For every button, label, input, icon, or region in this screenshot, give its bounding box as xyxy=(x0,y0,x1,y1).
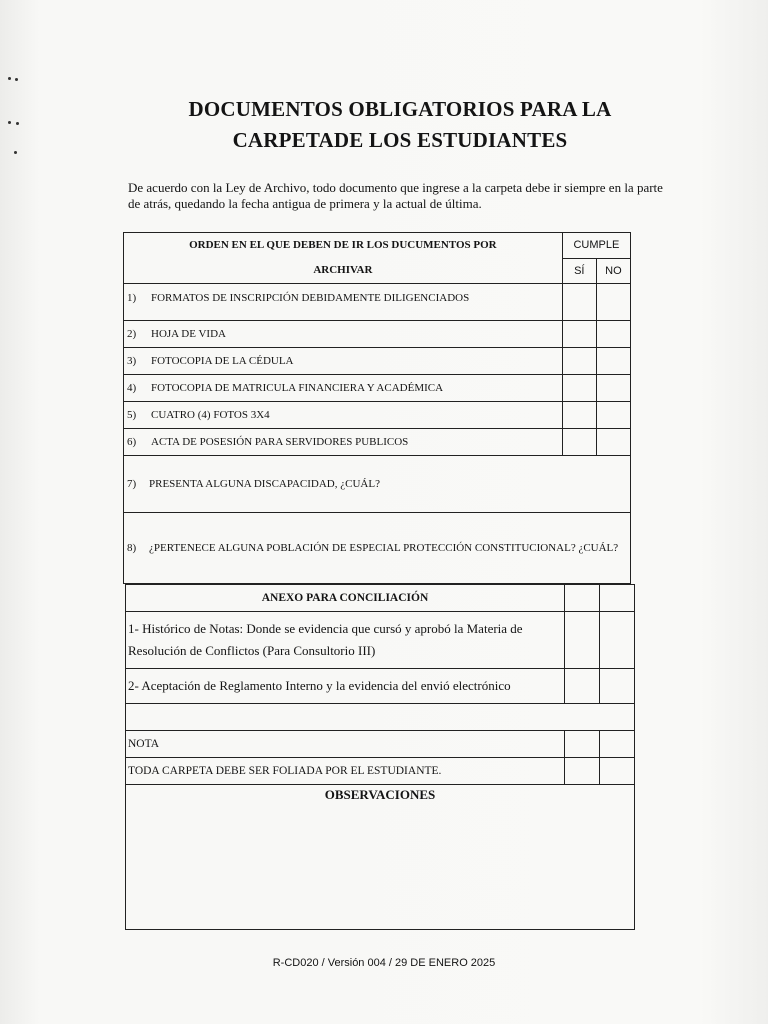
si-checkbox[interactable] xyxy=(562,321,596,348)
table-row xyxy=(126,785,635,930)
annex-title: ANEXO PARA CONCILIACIÓN xyxy=(126,585,565,612)
si-checkbox[interactable] xyxy=(562,375,596,402)
item-cell xyxy=(124,429,563,456)
margin-mark xyxy=(14,151,17,154)
annex-table xyxy=(125,584,635,930)
title-line-1: DOCUMENTOS OBLIGATORIOS PARA LA xyxy=(188,97,612,121)
header-line-2: ARCHIVAR xyxy=(313,264,373,276)
table-row xyxy=(126,704,635,731)
item-cell-wide[interactable] xyxy=(124,513,631,584)
si-checkbox[interactable] xyxy=(565,731,600,758)
item-cell xyxy=(124,348,563,375)
annex-item-1: 1- Histórico de Notas: Donde se evidencia que cursó y aprobó la Materia de Resolución de Conflictos (Para Consultorio III) xyxy=(126,612,565,669)
item-number: 4) xyxy=(127,382,137,394)
item-text: FORMATOS DE INSCRIPCIÓN DEBIDAMENTE DILIGENCIADOS xyxy=(151,292,470,304)
no-checkbox[interactable] xyxy=(596,429,630,456)
table-row xyxy=(126,585,635,612)
item-number: 8) xyxy=(127,541,137,554)
si-header: SÍ xyxy=(562,258,596,284)
intro-paragraph: De acuerdo con la Ley de Archivo, todo documento que ingrese a la carpeta debe ir siempre en la parte de atrás, quedando la fecha antigua de primera y la actual de última. xyxy=(128,180,663,211)
item-text: ¿PERTENECE ALGUNA POBLACIÓN DE ESPECIAL PROTECCIÓN CONSTITUCIONAL? ¿CUÁL? xyxy=(149,541,619,554)
item-text: FOTOCOPIA DE MATRICULA FINANCIERA Y ACADÉMICA xyxy=(151,382,444,394)
table-row xyxy=(124,375,631,402)
observaciones-title: OBSERVACIONES xyxy=(324,787,436,802)
table-row xyxy=(124,429,631,456)
no-checkbox[interactable] xyxy=(600,612,635,669)
table-row xyxy=(126,731,635,758)
annex-item-2: 2- Aceptación de Reglamento Interno y la evidencia del envió electrónico xyxy=(126,669,565,704)
item-text: FOTOCOPIA DE LA CÉDULA xyxy=(151,355,294,367)
item-cell xyxy=(124,375,563,402)
item-cell xyxy=(124,402,563,429)
no-checkbox[interactable] xyxy=(600,669,635,704)
item-text: HOJA DE VIDA xyxy=(151,328,226,340)
si-checkbox[interactable] xyxy=(565,758,600,785)
table-row xyxy=(124,513,631,584)
table-header xyxy=(124,233,563,284)
table-row xyxy=(124,284,631,321)
margin-mark xyxy=(8,121,11,124)
si-checkbox[interactable] xyxy=(565,585,600,612)
table-row xyxy=(126,669,635,704)
no-checkbox[interactable] xyxy=(596,284,630,321)
cumple-header: CUMPLE xyxy=(562,233,630,259)
table-row xyxy=(124,402,631,429)
footer-version: R-CD020 / Versión 004 / 29 DE ENERO 2025 xyxy=(272,957,496,969)
si-checkbox[interactable] xyxy=(562,402,596,429)
item-number: 7) xyxy=(127,477,137,490)
no-checkbox[interactable] xyxy=(596,348,630,375)
no-checkbox[interactable] xyxy=(600,758,635,785)
no-header: NO xyxy=(596,258,630,284)
item-number: 6) xyxy=(127,436,137,448)
si-checkbox[interactable] xyxy=(565,612,600,669)
si-checkbox[interactable] xyxy=(562,284,596,321)
observaciones-box[interactable] xyxy=(126,785,635,930)
foliada-note: TODA CARPETA DEBE SER FOLIADA POR EL ESTUDIANTE. xyxy=(126,758,565,785)
table-row xyxy=(124,456,631,513)
item-number: 1) xyxy=(127,292,137,304)
no-checkbox[interactable] xyxy=(600,731,635,758)
item-cell xyxy=(124,284,563,321)
item-text: ACTA DE POSESIÓN PARA SERVIDORES PUBLICOS xyxy=(151,436,409,448)
table-row xyxy=(126,612,635,669)
item-cell xyxy=(124,321,563,348)
si-checkbox[interactable] xyxy=(562,429,596,456)
si-checkbox[interactable] xyxy=(565,669,600,704)
si-checkbox[interactable] xyxy=(562,348,596,375)
document-title xyxy=(150,94,650,156)
nota-label: NOTA xyxy=(126,731,565,758)
item-number: 2) xyxy=(127,328,137,340)
item-number: 5) xyxy=(127,409,137,421)
no-checkbox[interactable] xyxy=(596,321,630,348)
header-line-1: ORDEN EN EL QUE DEBEN DE IR LOS DUCUMENTOS POR xyxy=(189,239,497,251)
item-number: 3) xyxy=(127,355,137,367)
item-text: PRESENTA ALGUNA DISCAPACIDAD, ¿CUÁL? xyxy=(149,477,380,490)
documents-table xyxy=(123,232,631,584)
table-row xyxy=(124,321,631,348)
margin-mark xyxy=(8,77,11,80)
no-checkbox[interactable] xyxy=(596,375,630,402)
item-text: CUATRO (4) FOTOS 3X4 xyxy=(151,409,270,421)
margin-mark xyxy=(15,78,18,81)
item-cell-wide[interactable] xyxy=(124,456,631,513)
no-checkbox[interactable] xyxy=(596,402,630,429)
no-checkbox[interactable] xyxy=(600,585,635,612)
title-line-2: CARPETADE LOS ESTUDIANTES xyxy=(232,128,568,152)
blank-row[interactable] xyxy=(126,704,635,731)
table-row xyxy=(126,758,635,785)
table-row xyxy=(124,348,631,375)
margin-mark xyxy=(16,122,19,125)
